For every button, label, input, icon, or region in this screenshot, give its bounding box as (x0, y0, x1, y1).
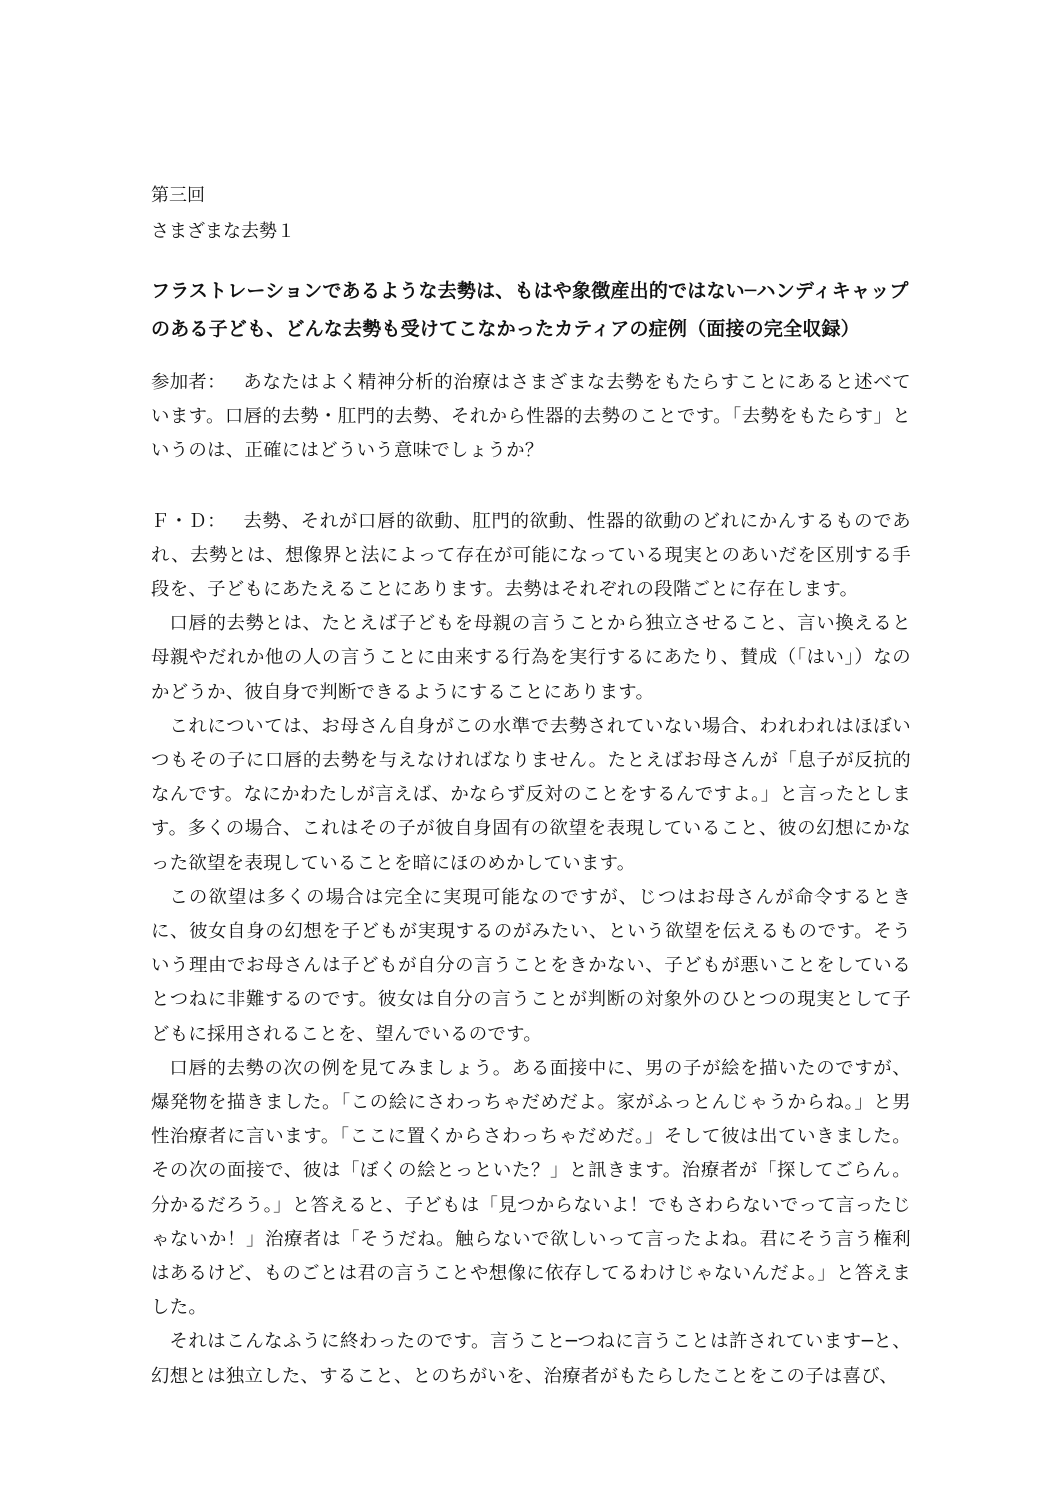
body-paragraph: この欲望は多くの場合は完全に実現可能なのですが、じつはお母さんが命令するときに、彼女自身の幻想を子どもが実現するのがみたい、という欲望を伝えるものです。そういう理由でお母さんは子どもが自分の言うことをきかない、子どもが悪いことをしているとつねに非難するのです。彼女は自分の言うことが判断の対象外のひとつの現実として子どもに採用されることを、望んでいるのです。 (151, 886, 911, 1045)
section-subtitle: さまざまな去勢１ (151, 221, 295, 242)
body-paragraph: 口唇的去勢の次の例を見てみましょう。ある面接中に、男の子が絵を描いたのですが、爆発物を描きました。「この絵にさわっちゃだめだよ。家がふっとんじゃうからね。」と男性治療者に言います。「ここに置くからさわっちゃだめだ。」そして彼は出ていきました。その次の面接で、彼は「ぼくの絵とっといた？」と訊きます。治療者が「探してごらん。分かるだろう。」と答えると、子どもは「見つからないよ！でもさわらないでって言ったじゃないか！」治療者は「そうだね。触らないで欲しいって言ったよね。君にそう言う権利はあるけど、ものごとは君の言うことや想像に依存してるわけじゃないんだよ。」と答えました。 (151, 1057, 911, 1319)
document-body (151, 366, 911, 1394)
header (151, 178, 911, 250)
question-speaker: 参加者： (151, 372, 226, 393)
answer-speaker: Ｆ・Ｄ： (151, 510, 226, 532)
answer-text: 去勢、それが口唇的欲動、肛門的欲動、性器的欲動のどれにかんするものであれ、去勢とは、想像界と法によって存在が可能になっている現実とのあいだを区別する手段を、子どもにあたえることにあります。去勢はそれぞれの段階ごとに存在します。 (151, 510, 911, 601)
chapter-title: フラストレーションであるような去勢は、もはや象徴産出的ではない─ハンディキャップのある子ども、どんな去勢も受けてこなかったカティアの症例（面接の完全収録） (151, 280, 909, 340)
body-paragraph: それはこんなふうに終わったのです。言うこと─つねに言うことは許されています─と、幻想とは独立した、すること、とのちがいを、治療者がもたらしたことをこの子は喜び、 (151, 1331, 911, 1387)
paragraph-gap (151, 469, 911, 505)
session-label: 第三回 (151, 185, 205, 206)
question-paragraph (151, 366, 911, 469)
body-paragraph: 口唇的去勢とは、たとえば子どもを母親の言うことから独立させること、言い換えると母親やだれか他の人の言うことに由来する行為を実行するにあたり、賛成（「はい」）なのかどうか、彼自身で判断できるようにすることにあります。 (151, 613, 911, 703)
body-paragraph: これについては、お母さん自身がこの水準で去勢されていない場合、われわれはほぼいつもその子に口唇的去勢を与えなければなりません。たとえばお母さんが「息子が反抗的なんです。なにかわたしが言えば、かならず反対のことをするんですよ。」と言ったとします。多くの場合、これはその子が彼自身固有の欲望を表現していること、彼の幻想にかなった欲望を表現していることを暗にほのめかしています。 (151, 715, 911, 874)
answer-paragraph (151, 505, 911, 608)
question-text: あなたはよく精神分析的治療はさまざまな去勢をもたらすことにあると述べています。口唇的去勢・肛門的去勢、それから性器的去勢のことです。「去勢をもたらす」というのは、正確にはどういう意味でしょうか？ (151, 372, 911, 462)
